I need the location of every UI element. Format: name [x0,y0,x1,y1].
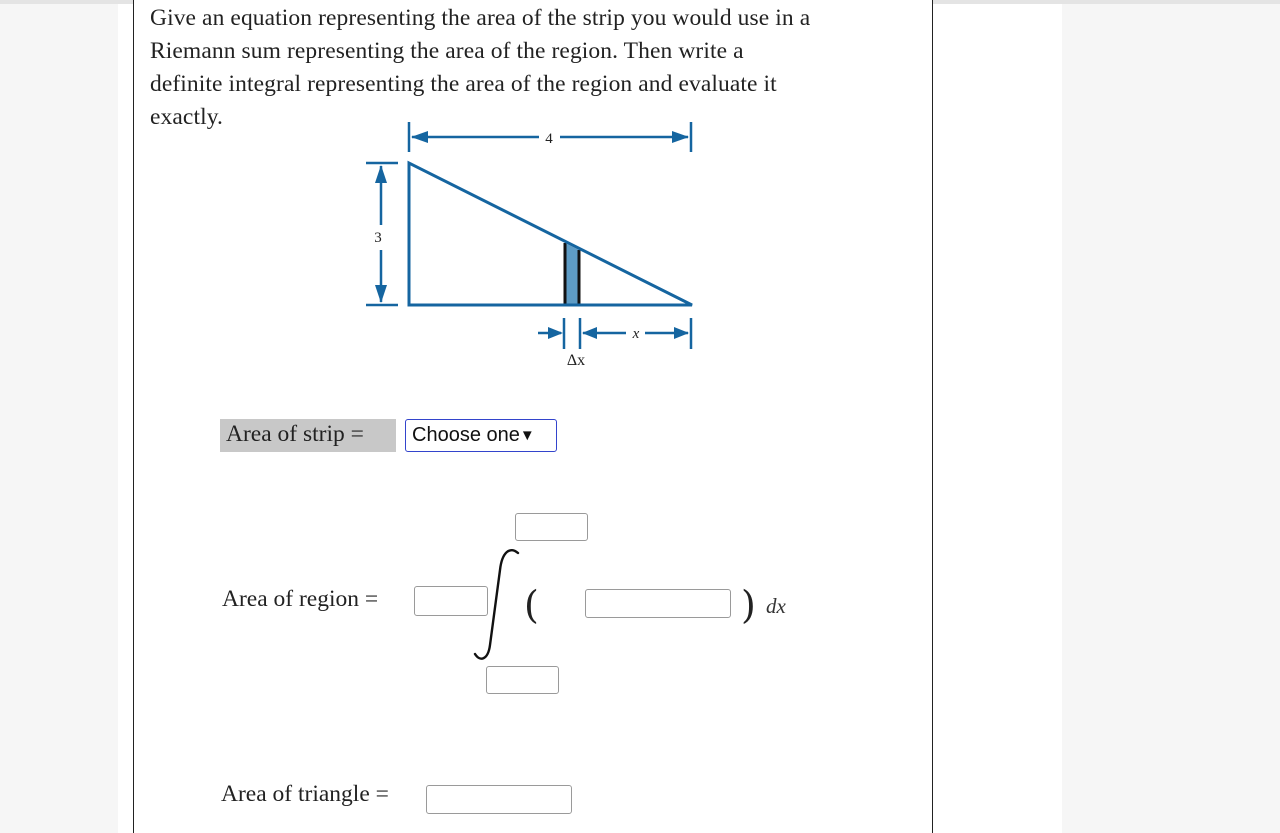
select-value: Choose one [412,424,520,446]
area-of-region-label: Area of region = [222,586,379,612]
problem-line: exactly. [150,104,223,130]
problem-line: Give an equation representing the area of the strip you would use in a [150,5,811,31]
arrowhead [674,327,689,339]
strip-area-select[interactable] [405,419,557,452]
arrowhead [582,327,597,339]
arrowhead [411,131,428,143]
coefficient-input[interactable] [414,586,488,616]
x-label: x [632,326,640,342]
problem-line: Riemann sum representing the area of the region. Then write a [150,38,744,64]
triangle-region [409,163,692,305]
integrand-input[interactable] [585,589,731,618]
height-label: 3 [374,230,382,246]
lower-limit-input[interactable] [486,666,559,694]
width-label: 4 [545,131,553,147]
differential-dx: dx [766,594,786,618]
arrowhead [548,327,563,339]
chevron-down-icon: ▼ [519,427,535,444]
riemann-strip [565,243,579,305]
problem-line: definite integral representing the area of the region and evaluate it [150,71,777,97]
triangle-area-input[interactable] [426,785,572,814]
open-parenthesis: ( [524,583,539,627]
upper-limit-input[interactable] [515,513,588,541]
arrowhead [375,285,387,303]
area-of-strip-label: Area of strip = [220,419,396,452]
area-of-triangle-label: Area of triangle = [221,781,389,807]
close-parenthesis: ) [741,583,756,627]
dx-label: Δx [566,352,586,369]
arrowhead [672,131,689,143]
arrowhead [375,165,387,183]
